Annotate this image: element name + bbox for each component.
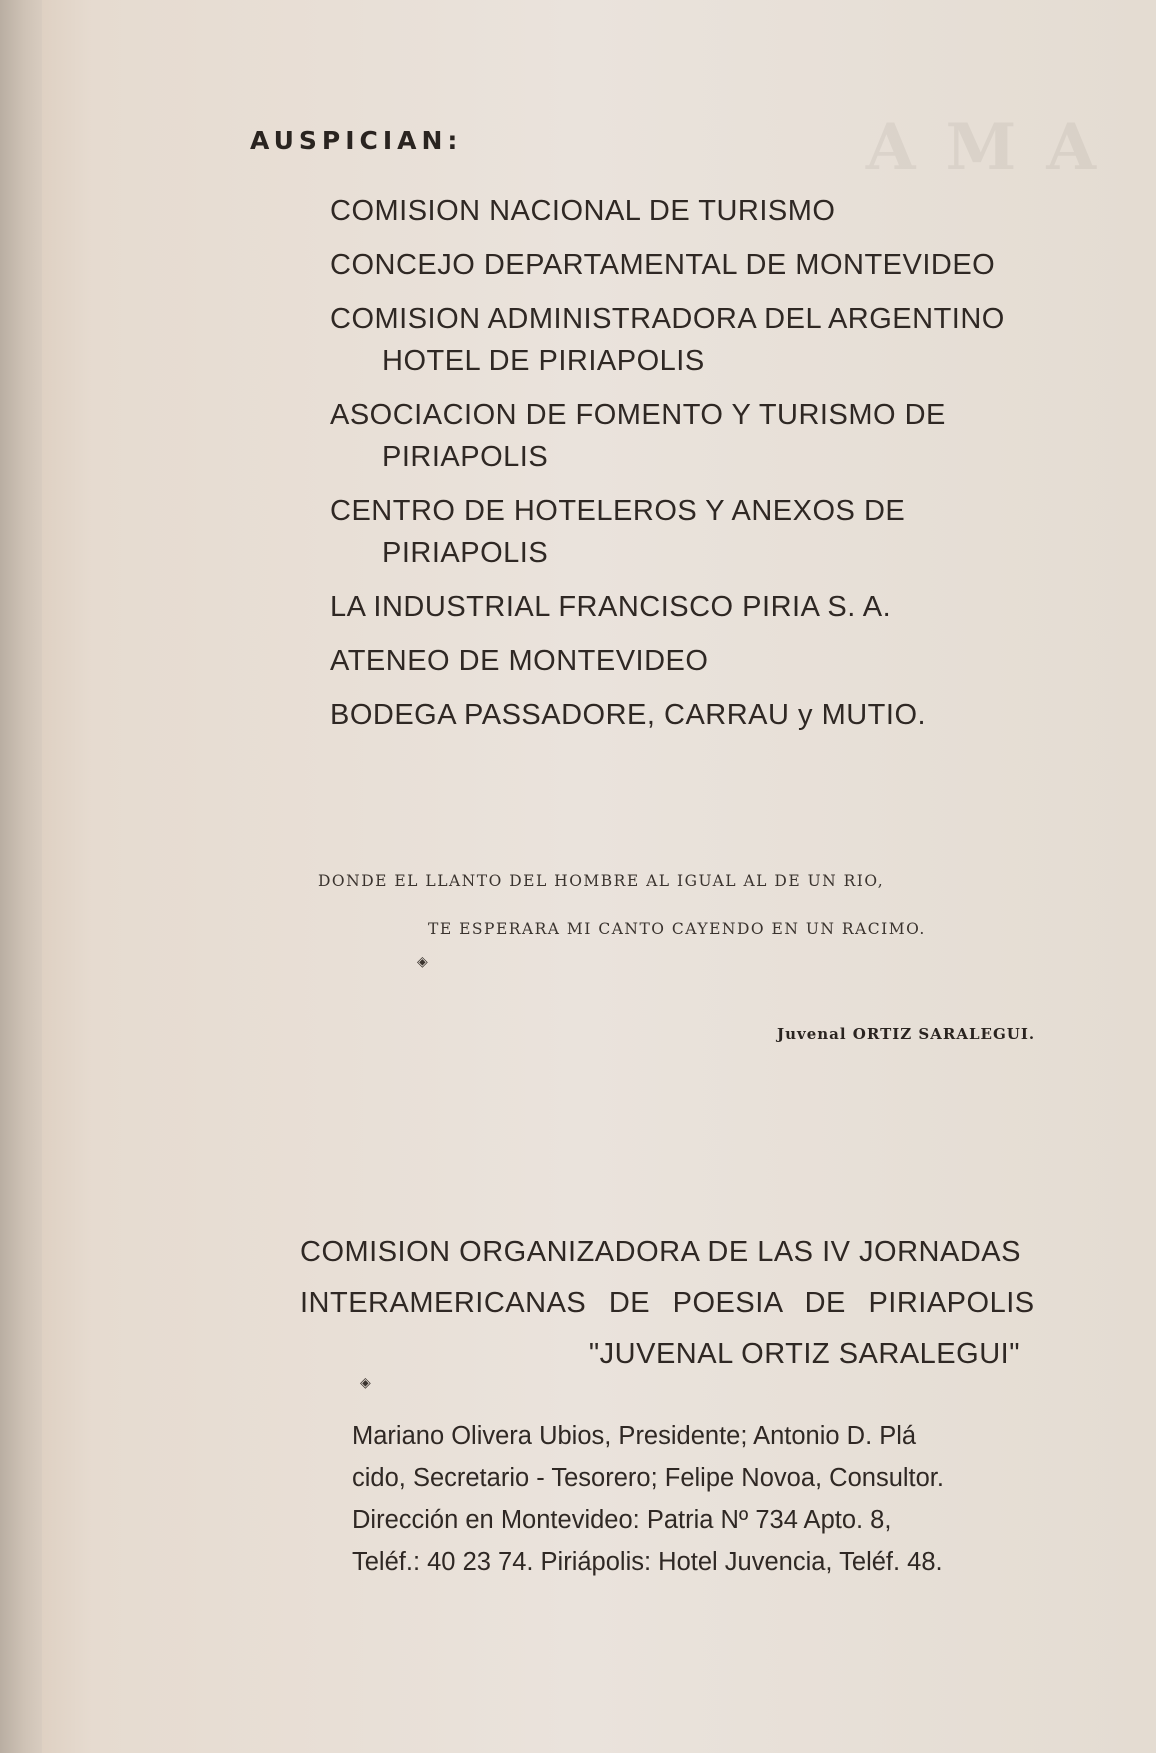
epigraph-author: Juvenal ORTIZ SARALEGUI. — [777, 1025, 1036, 1043]
page-binding-edge — [0, 0, 42, 1753]
members-line: Teléf.: 40 23 74. Piriápolis: Hotel Juvencia, Teléf. 48. — [352, 1548, 943, 1576]
commission-line: "JUVENAL ORTIZ SARALEGUI" — [588, 1338, 1020, 1370]
sponsor-item — [330, 586, 1070, 628]
members-line: cido, Secretario - Tesorero; Felipe Novoa, Consultor. — [352, 1464, 944, 1492]
sponsor-item — [330, 694, 1070, 736]
sponsor-line: CENTRO DE HOTELEROS Y ANEXOS DE — [330, 495, 906, 527]
sponsor-item — [330, 244, 1070, 286]
bleed-through-text: AMA — [865, 110, 1126, 185]
sponsor-line: BODEGA PASSADORE, CARRAU y MUTIO. — [330, 699, 927, 731]
ornament-diamond-icon: ◈ — [360, 1375, 371, 1391]
sponsor-item — [330, 640, 1070, 682]
sponsor-item — [330, 298, 1070, 382]
organizing-commission-title — [300, 1227, 1035, 1380]
commission-line: COMISION ORGANIZADORA DE LAS IV JORNADAS — [300, 1236, 1021, 1268]
commission-line: INTERAMERICANAS DE POESIA DE PIRIAPOLIS — [300, 1287, 1035, 1319]
sponsor-line: ASOCIACION DE FOMENTO Y TURISMO DE — [330, 399, 946, 431]
sponsor-line: CONCEJO DEPARTAMENTAL DE MONTEVIDEO — [330, 249, 996, 281]
sponsor-item — [330, 490, 1070, 574]
sponsor-line: COMISION ADMINISTRADORA DEL ARGENTINO — [330, 303, 1005, 335]
sponsors-heading: AUSPICIAN: — [250, 126, 463, 155]
members-line: Mariano Olivera Ubios, Presidente; Antonio D. Plá — [352, 1422, 917, 1450]
sponsor-line-continued: PIRIAPOLIS — [382, 441, 549, 473]
verse-line: TE ESPERARA MI CANTO CAYENDO EN UN RACIMO. — [428, 920, 926, 938]
sponsor-item — [330, 394, 1070, 478]
members-line: Dirección en Montevideo: Patria Nº 734 Apto. 8, — [352, 1506, 892, 1534]
sponsor-line: LA INDUSTRIAL FRANCISCO PIRIA S. A. — [330, 591, 892, 623]
ornament-diamond-icon: ◈ — [417, 954, 428, 970]
sponsors-list — [330, 190, 1070, 748]
sponsor-item — [330, 190, 1070, 232]
sponsor-line-continued: PIRIAPOLIS — [382, 537, 549, 569]
verse-line: DONDE EL LLANTO DEL HOMBRE AL IGUAL AL DE UN RIO, — [318, 872, 885, 890]
sponsor-line: ATENEO DE MONTEVIDEO — [330, 645, 709, 677]
sponsor-line-continued: HOTEL DE PIRIAPOLIS — [382, 345, 705, 377]
sponsor-line: COMISION NACIONAL DE TURISMO — [330, 195, 836, 227]
commission-members — [352, 1415, 1032, 1583]
